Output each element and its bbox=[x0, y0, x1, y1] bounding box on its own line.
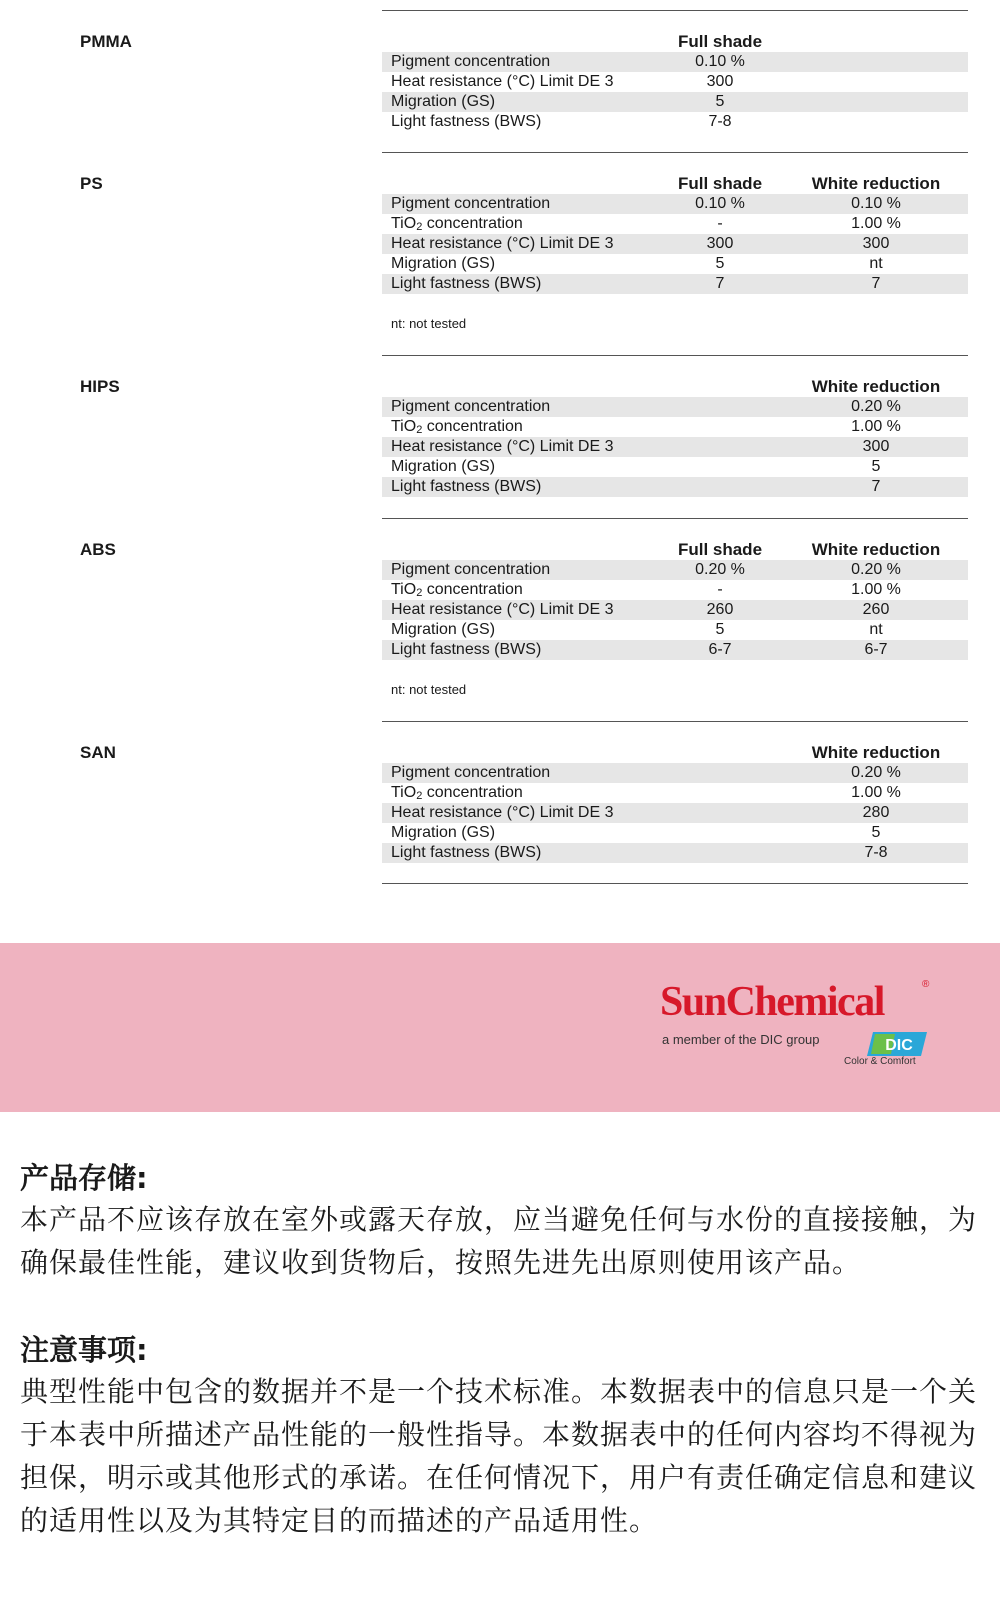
row-label: Heat resistance (°C) Limit DE 3 bbox=[391, 601, 614, 618]
registered-mark: ® bbox=[922, 979, 930, 990]
value-full-shade: - bbox=[717, 581, 723, 598]
table-top-rule bbox=[382, 10, 968, 11]
polymer-label: SAN bbox=[80, 743, 116, 762]
value-white-reduction: 7-8 bbox=[864, 844, 888, 861]
row-label-suffix: concentration bbox=[422, 215, 523, 232]
table-row bbox=[382, 477, 968, 497]
table-row bbox=[382, 580, 968, 600]
member-text: a member of the DIC group bbox=[662, 1032, 820, 1047]
value-full-shade: - bbox=[717, 215, 723, 232]
table-row bbox=[382, 72, 968, 92]
notice-text: 典型性能中包含的数据并不是一个技术标准。本数据表中的信息只是一个关于本表中所描述产品性能的一般性指导。本数据表中的任何内容均不得视为担保，明示或其他形式的承诺。在任何情况下，用户有责任确定信息和建议的适用性以及为其特定目的而描述的产品适用性。 bbox=[20, 1375, 978, 1537]
row-label bbox=[391, 417, 523, 438]
row-label: Light fastness (BWS) bbox=[391, 844, 542, 861]
value-full-shade: 0.20 % bbox=[695, 561, 745, 578]
header-white-reduction: White reduction bbox=[811, 540, 941, 559]
table-row bbox=[382, 560, 968, 580]
row-label: Migration (GS) bbox=[391, 621, 496, 638]
table-note: nt: not tested bbox=[391, 316, 467, 331]
row-label-main: TiO bbox=[391, 784, 417, 801]
value-full-shade: 260 bbox=[706, 601, 734, 618]
row-label-suffix: concentration bbox=[422, 581, 523, 598]
table-row bbox=[382, 254, 968, 274]
value-full-shade: 5 bbox=[715, 255, 725, 272]
value-white-reduction: 260 bbox=[862, 601, 890, 618]
value-full-shade: 0.10 % bbox=[695, 53, 745, 70]
storage-text: 本产品不应该存放在室外或露天存放，应当避免任何与水份的直接接触，为确保最佳性能，建议收到货物后，按照先进先出原则使用该产品。 bbox=[20, 1203, 978, 1279]
row-label: Light fastness (BWS) bbox=[391, 275, 542, 292]
value-white-reduction: 0.20 % bbox=[851, 398, 901, 415]
value-white-reduction: 0.20 % bbox=[851, 561, 901, 578]
value-full-shade: 7 bbox=[715, 275, 725, 292]
value-white-reduction: 280 bbox=[862, 804, 890, 821]
table-row bbox=[382, 92, 968, 112]
row-label-suffix: concentration bbox=[422, 784, 523, 801]
polymer-label: PS bbox=[80, 174, 103, 193]
polymer-label: HIPS bbox=[80, 377, 120, 396]
row-label: Heat resistance (°C) Limit DE 3 bbox=[391, 235, 614, 252]
row-label-subscript: 2 bbox=[416, 587, 423, 599]
table-row bbox=[382, 783, 968, 803]
table-row bbox=[382, 640, 968, 660]
value-white-reduction: nt bbox=[869, 255, 883, 272]
row-label bbox=[391, 783, 523, 804]
table-row bbox=[382, 823, 968, 843]
row-label: Pigment concentration bbox=[391, 764, 551, 781]
row-label-subscript: 2 bbox=[416, 424, 423, 436]
row-label: Light fastness (BWS) bbox=[391, 641, 542, 658]
table-row bbox=[382, 214, 968, 234]
table-top-rule bbox=[382, 518, 968, 519]
table-top-rule bbox=[382, 152, 968, 153]
row-label: Pigment concentration bbox=[391, 561, 551, 578]
brand-wordmark: SunChemical bbox=[660, 979, 884, 1025]
row-label: Pigment concentration bbox=[391, 53, 551, 70]
polymer-label: ABS bbox=[80, 540, 116, 559]
row-label: Pigment concentration bbox=[391, 398, 551, 415]
brand-banner bbox=[0, 943, 1000, 1112]
value-white-reduction: 1.00 % bbox=[851, 418, 901, 435]
table-row bbox=[382, 763, 968, 783]
row-label: Light fastness (BWS) bbox=[391, 113, 542, 130]
value-full-shade: 5 bbox=[715, 93, 725, 110]
notice-section bbox=[20, 1330, 990, 1542]
value-white-reduction: 300 bbox=[862, 438, 890, 455]
row-label bbox=[391, 580, 523, 601]
row-label-main: TiO bbox=[391, 581, 417, 598]
row-label: Light fastness (BWS) bbox=[391, 478, 542, 495]
value-full-shade: 7-8 bbox=[708, 113, 732, 130]
row-label: Pigment concentration bbox=[391, 195, 551, 212]
value-white-reduction: 0.20 % bbox=[851, 764, 901, 781]
sunchemical-logo bbox=[660, 979, 930, 1079]
table-row bbox=[382, 457, 968, 477]
table-row bbox=[382, 52, 968, 72]
table-row bbox=[382, 274, 968, 294]
table-note: nt: not tested bbox=[391, 682, 467, 697]
value-white-reduction: 1.00 % bbox=[851, 215, 901, 232]
storage-title: 产品存储: bbox=[20, 1161, 148, 1195]
value-full-shade: 0.10 % bbox=[695, 195, 745, 212]
row-label: Heat resistance (°C) Limit DE 3 bbox=[391, 804, 614, 821]
tagline: Color & Comfort bbox=[844, 1056, 916, 1067]
table-bottom-rule bbox=[382, 883, 968, 884]
value-white-reduction: 5 bbox=[871, 458, 881, 475]
row-label-suffix: concentration bbox=[422, 418, 523, 435]
table-row bbox=[382, 600, 968, 620]
value-white-reduction: 7 bbox=[871, 478, 881, 495]
value-full-shade: 6-7 bbox=[708, 641, 732, 658]
value-full-shade: 300 bbox=[706, 73, 734, 90]
row-label: Heat resistance (°C) Limit DE 3 bbox=[391, 438, 614, 455]
header-full-shade: Full shade bbox=[677, 32, 763, 51]
row-label-main: TiO bbox=[391, 418, 417, 435]
table-top-rule bbox=[382, 721, 968, 722]
header-white-reduction: White reduction bbox=[811, 377, 941, 396]
header-white-reduction: White reduction bbox=[811, 743, 941, 762]
dic-logo-icon bbox=[865, 1031, 927, 1057]
table-row bbox=[382, 843, 968, 863]
table-row bbox=[382, 417, 968, 437]
table-row bbox=[382, 437, 968, 457]
value-white-reduction: 1.00 % bbox=[851, 581, 901, 598]
value-white-reduction: 6-7 bbox=[864, 641, 888, 658]
table-top-rule bbox=[382, 355, 968, 356]
row-label: Migration (GS) bbox=[391, 824, 496, 841]
row-label: Migration (GS) bbox=[391, 93, 496, 110]
value-white-reduction: nt bbox=[869, 621, 883, 638]
row-label: Migration (GS) bbox=[391, 255, 496, 272]
value-full-shade: 5 bbox=[715, 621, 725, 638]
storage-section bbox=[20, 1158, 990, 1284]
value-white-reduction: 1.00 % bbox=[851, 784, 901, 801]
value-white-reduction: 0.10 % bbox=[851, 195, 901, 212]
row-label-subscript: 2 bbox=[416, 221, 423, 233]
value-white-reduction: 5 bbox=[871, 824, 881, 841]
polymer-label: PMMA bbox=[80, 32, 132, 51]
header-full-shade: Full shade bbox=[677, 174, 763, 193]
table-row bbox=[382, 803, 968, 823]
row-label bbox=[391, 214, 523, 235]
row-label-subscript: 2 bbox=[416, 790, 423, 802]
value-full-shade: 300 bbox=[706, 235, 734, 252]
row-label: Migration (GS) bbox=[391, 458, 496, 475]
row-label-main: TiO bbox=[391, 215, 417, 232]
table-row bbox=[382, 234, 968, 254]
table-row bbox=[382, 397, 968, 417]
table-row bbox=[382, 194, 968, 214]
table-row bbox=[382, 112, 968, 132]
notice-title: 注意事项: bbox=[20, 1333, 148, 1367]
header-full-shade: Full shade bbox=[677, 540, 763, 559]
row-label: Heat resistance (°C) Limit DE 3 bbox=[391, 73, 614, 90]
value-white-reduction: 7 bbox=[871, 275, 881, 292]
header-white-reduction: White reduction bbox=[811, 174, 941, 193]
dic-letters: DIC bbox=[885, 1037, 913, 1054]
table-row bbox=[382, 620, 968, 640]
value-white-reduction: 300 bbox=[862, 235, 890, 252]
